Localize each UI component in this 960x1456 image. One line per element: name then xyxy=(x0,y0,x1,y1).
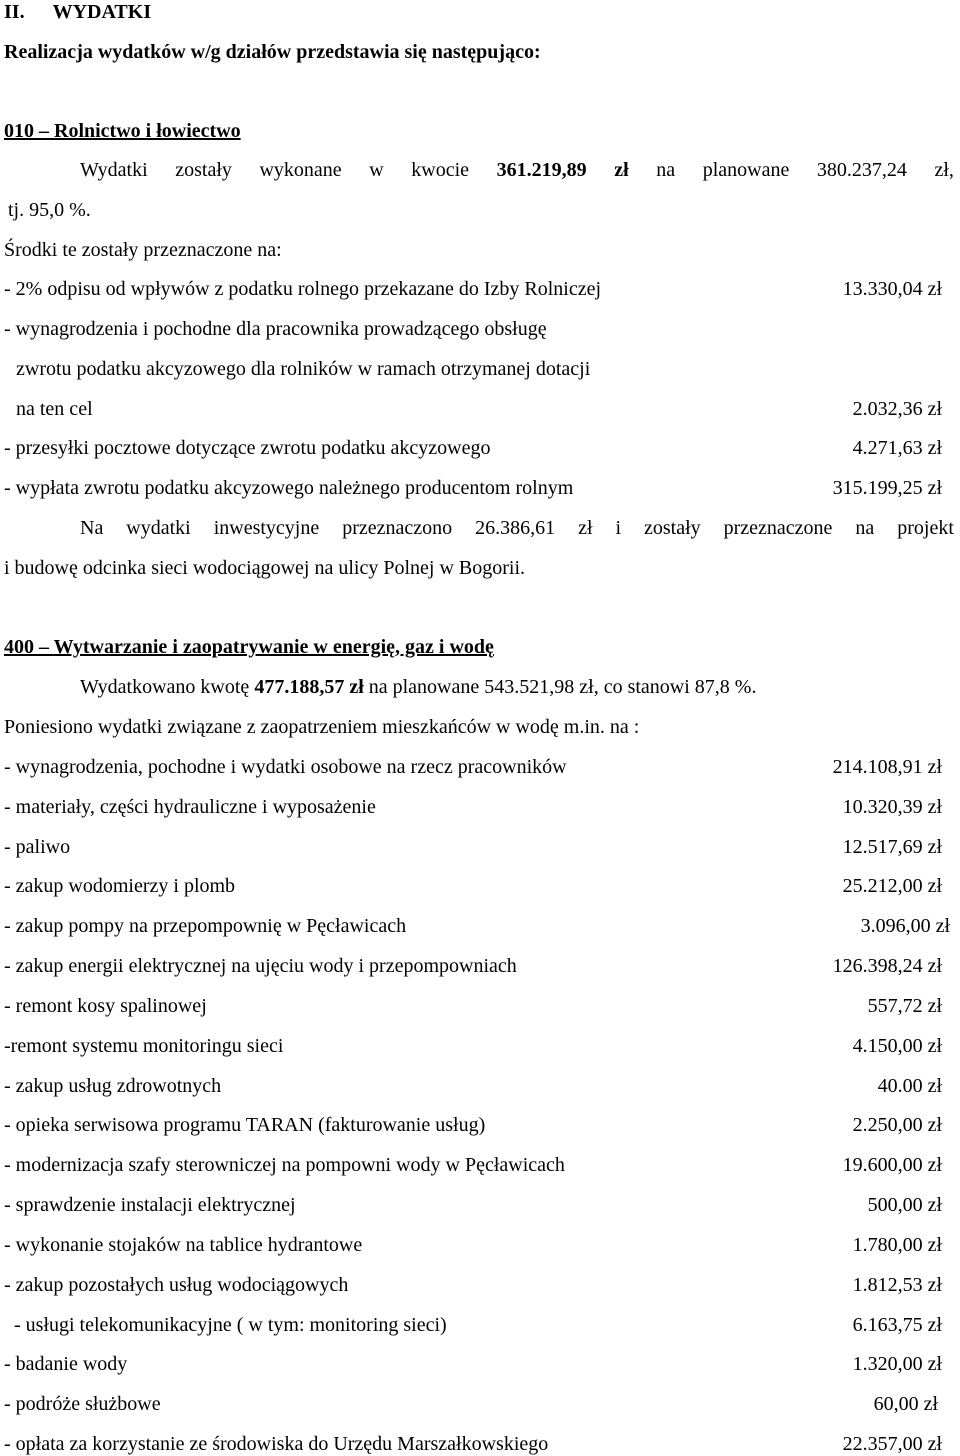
list-item xyxy=(4,1392,942,1416)
item-label: - zakup wodomierzy i plomb xyxy=(4,875,236,897)
word: i xyxy=(615,517,622,539)
word: przeznaczono xyxy=(342,517,453,539)
item-amount: 1.320,00 zł xyxy=(852,1353,942,1375)
item-label: - wynagrodzenia, pochodne i wydatki osobowe na rzecz pracowników xyxy=(4,756,567,778)
word: inwestycyjne xyxy=(213,517,320,539)
item-label: - opieka serwisowa programu TARAN (fakturowanie usług) xyxy=(4,1114,486,1136)
dzial-010-funds-intro: Środki te zostały przeznaczone na: xyxy=(4,239,282,261)
list-item-label-line1: - wynagrodzenia i pochodne dla pracownika prowadzącego obsługę xyxy=(4,318,547,340)
word: na xyxy=(855,517,875,539)
list-item xyxy=(4,476,942,500)
list-item xyxy=(4,874,942,898)
section-title: WYDATKI xyxy=(52,1,152,23)
item-label: - podróże służbowe xyxy=(4,1393,161,1415)
dzial-400-code: 400 xyxy=(4,636,34,658)
word: wydatki xyxy=(126,517,191,539)
spent-amount: 477.188,57 zł xyxy=(254,676,364,698)
item-label: - wypłata zwrotu podatku akcyzowego należnego producentom rolnym xyxy=(4,477,574,499)
spent-post: na planowane 543.521,98 zł, co stanowi 87,8 %. xyxy=(363,676,757,698)
item-label: - przesyłki pocztowe dotyczące zwrotu podatku akcyzowego xyxy=(4,437,491,459)
word: wykonane xyxy=(259,159,342,181)
dzial-400-intro: Poniesiono wydatki związane z zaopatrzeniem mieszkańców w wodę m.in. na : xyxy=(4,716,640,738)
dzial-010-invest-para xyxy=(80,516,954,540)
word: kwocie xyxy=(411,159,470,181)
list-item xyxy=(4,1113,942,1137)
word: Na xyxy=(80,517,104,539)
list-item xyxy=(4,277,942,301)
list-item xyxy=(4,1432,942,1456)
dzial-400-dash: – xyxy=(39,636,49,658)
item-label: - 2% odpisu od wpływów z podatku rolnego przekazane do Izby Rolniczej xyxy=(4,278,602,300)
item-amount: 13.330,04 zł xyxy=(842,278,942,300)
item-label: - zakup usług zdrowotnych xyxy=(4,1075,222,1097)
invest-amount: 26.386,61 xyxy=(475,517,556,539)
item-amount: 22.357,00 zł xyxy=(842,1433,942,1455)
item-amount: 500,00 zł xyxy=(867,1194,942,1216)
item-label: - usługi telekomunikacyjne ( w tym: monitoring sieci) xyxy=(14,1314,447,1336)
item-amount: 4.150,00 zł xyxy=(852,1035,942,1057)
executed-unit: zł xyxy=(614,159,629,181)
item-amount: 3.096,00 zł xyxy=(860,915,950,937)
spent-pre: Wydatkowano kwotę xyxy=(80,676,255,698)
item-amount: 315.199,25 zł xyxy=(832,477,942,499)
item-amount: 25.212,00 zł xyxy=(842,875,942,897)
item-label: - remont kosy spalinowej xyxy=(4,995,207,1017)
word: przeznaczone xyxy=(723,517,833,539)
item-label: - wykonanie stojaków na tablice hydrantowe xyxy=(4,1234,363,1256)
list-item xyxy=(4,1352,942,1376)
item-label: - paliwo xyxy=(4,836,71,858)
dzial-010-heading xyxy=(4,119,241,143)
word: Wydatki xyxy=(80,159,148,181)
item-label: - zakup energii elektrycznej na ujęciu wody i przepompowniach xyxy=(4,955,517,977)
item-label: -remont systemu monitoringu sieci xyxy=(4,1035,284,1057)
item-amount: 557,72 zł xyxy=(867,995,942,1017)
list-item xyxy=(4,755,942,779)
item-label: na ten cel xyxy=(16,398,93,420)
list-item xyxy=(4,1273,942,1297)
list-item xyxy=(4,1193,942,1217)
list-item xyxy=(4,436,942,460)
item-amount: 126.398,24 zł xyxy=(832,955,942,977)
dzial-010-invest-line2: i budowę odcinka sieci wodociągowej na ulicy Polnej w Bogorii. xyxy=(4,557,526,579)
list-item-label-line2: zwrotu podatku akcyzowego dla rolników w ramach otrzymanej dotacji xyxy=(16,358,591,380)
dzial-010-percent: tj. 95,0 %. xyxy=(8,199,91,221)
list-item xyxy=(4,1153,942,1177)
item-label: - zakup pompy na przepompownię w Pęcławicach xyxy=(4,915,407,937)
list-item xyxy=(4,914,950,938)
dzial-400-heading xyxy=(4,635,494,659)
item-amount: 6.163,75 zł xyxy=(852,1314,942,1336)
item-label: - materiały, części hydrauliczne i wyposażenie xyxy=(4,796,376,818)
list-item xyxy=(4,1074,942,1098)
item-label: - badanie wody xyxy=(4,1353,128,1375)
list-item xyxy=(4,1034,942,1058)
item-amount: 4.271,63 zł xyxy=(852,437,942,459)
list-item xyxy=(4,397,942,421)
section-heading xyxy=(4,0,151,24)
list-item xyxy=(4,1313,942,1337)
word: zostały xyxy=(644,517,701,539)
item-amount: 1.780,00 zł xyxy=(852,1234,942,1256)
list-item xyxy=(4,954,942,978)
dzial-400-execution xyxy=(80,675,756,699)
item-label: - sprawdzenie instalacji elektrycznej xyxy=(4,1194,296,1216)
section-intro: Realizacja wydatków w/g działów przedstawia się następująco: xyxy=(4,41,541,63)
item-amount: 214.108,91 zł xyxy=(832,756,942,778)
word: zł, xyxy=(934,159,954,181)
invest-unit: zł xyxy=(578,517,593,539)
word: projekt xyxy=(897,517,954,539)
executed-amount: 361.219,89 xyxy=(496,159,587,181)
planned-amount: 380.237,24 xyxy=(816,159,907,181)
item-label: - opłata za korzystanie ze środowiska do Urzędu Marszałkowskiego xyxy=(4,1433,549,1455)
word: zostały xyxy=(175,159,232,181)
item-amount: 12.517,69 zł xyxy=(842,836,942,858)
dzial-010-title: Rolnictwo i łowiectwo xyxy=(54,120,241,142)
item-amount: 2.032,36 zł xyxy=(852,398,942,420)
item-amount: 10.320,39 zł xyxy=(842,796,942,818)
item-amount: 40.00 zł xyxy=(877,1075,942,1097)
list-item xyxy=(4,1233,942,1257)
word: na xyxy=(656,159,676,181)
dzial-400-title: Wytwarzanie i zaopatrywanie w energię, gaz i wodę xyxy=(53,636,494,658)
word: w xyxy=(369,159,384,181)
dzial-010-execution-para xyxy=(80,158,954,182)
list-item xyxy=(4,994,942,1018)
dzial-010-code: 010 xyxy=(4,120,34,142)
word: planowane xyxy=(702,159,790,181)
item-amount: 19.600,00 zł xyxy=(842,1154,942,1176)
item-label: - modernizacja szafy sterowniczej na pompowni wody w Pęcławicach xyxy=(4,1154,565,1176)
item-amount: 2.250,00 zł xyxy=(852,1114,942,1136)
list-item xyxy=(4,795,942,819)
item-amount: 60,00 zł xyxy=(873,1393,938,1415)
item-label: - zakup pozostałych usług wodociągowych xyxy=(4,1274,349,1296)
dzial-010-dash: – xyxy=(39,120,49,142)
section-number: II. xyxy=(4,1,25,23)
item-amount: 1.812,53 zł xyxy=(852,1274,942,1296)
list-item xyxy=(4,835,942,859)
